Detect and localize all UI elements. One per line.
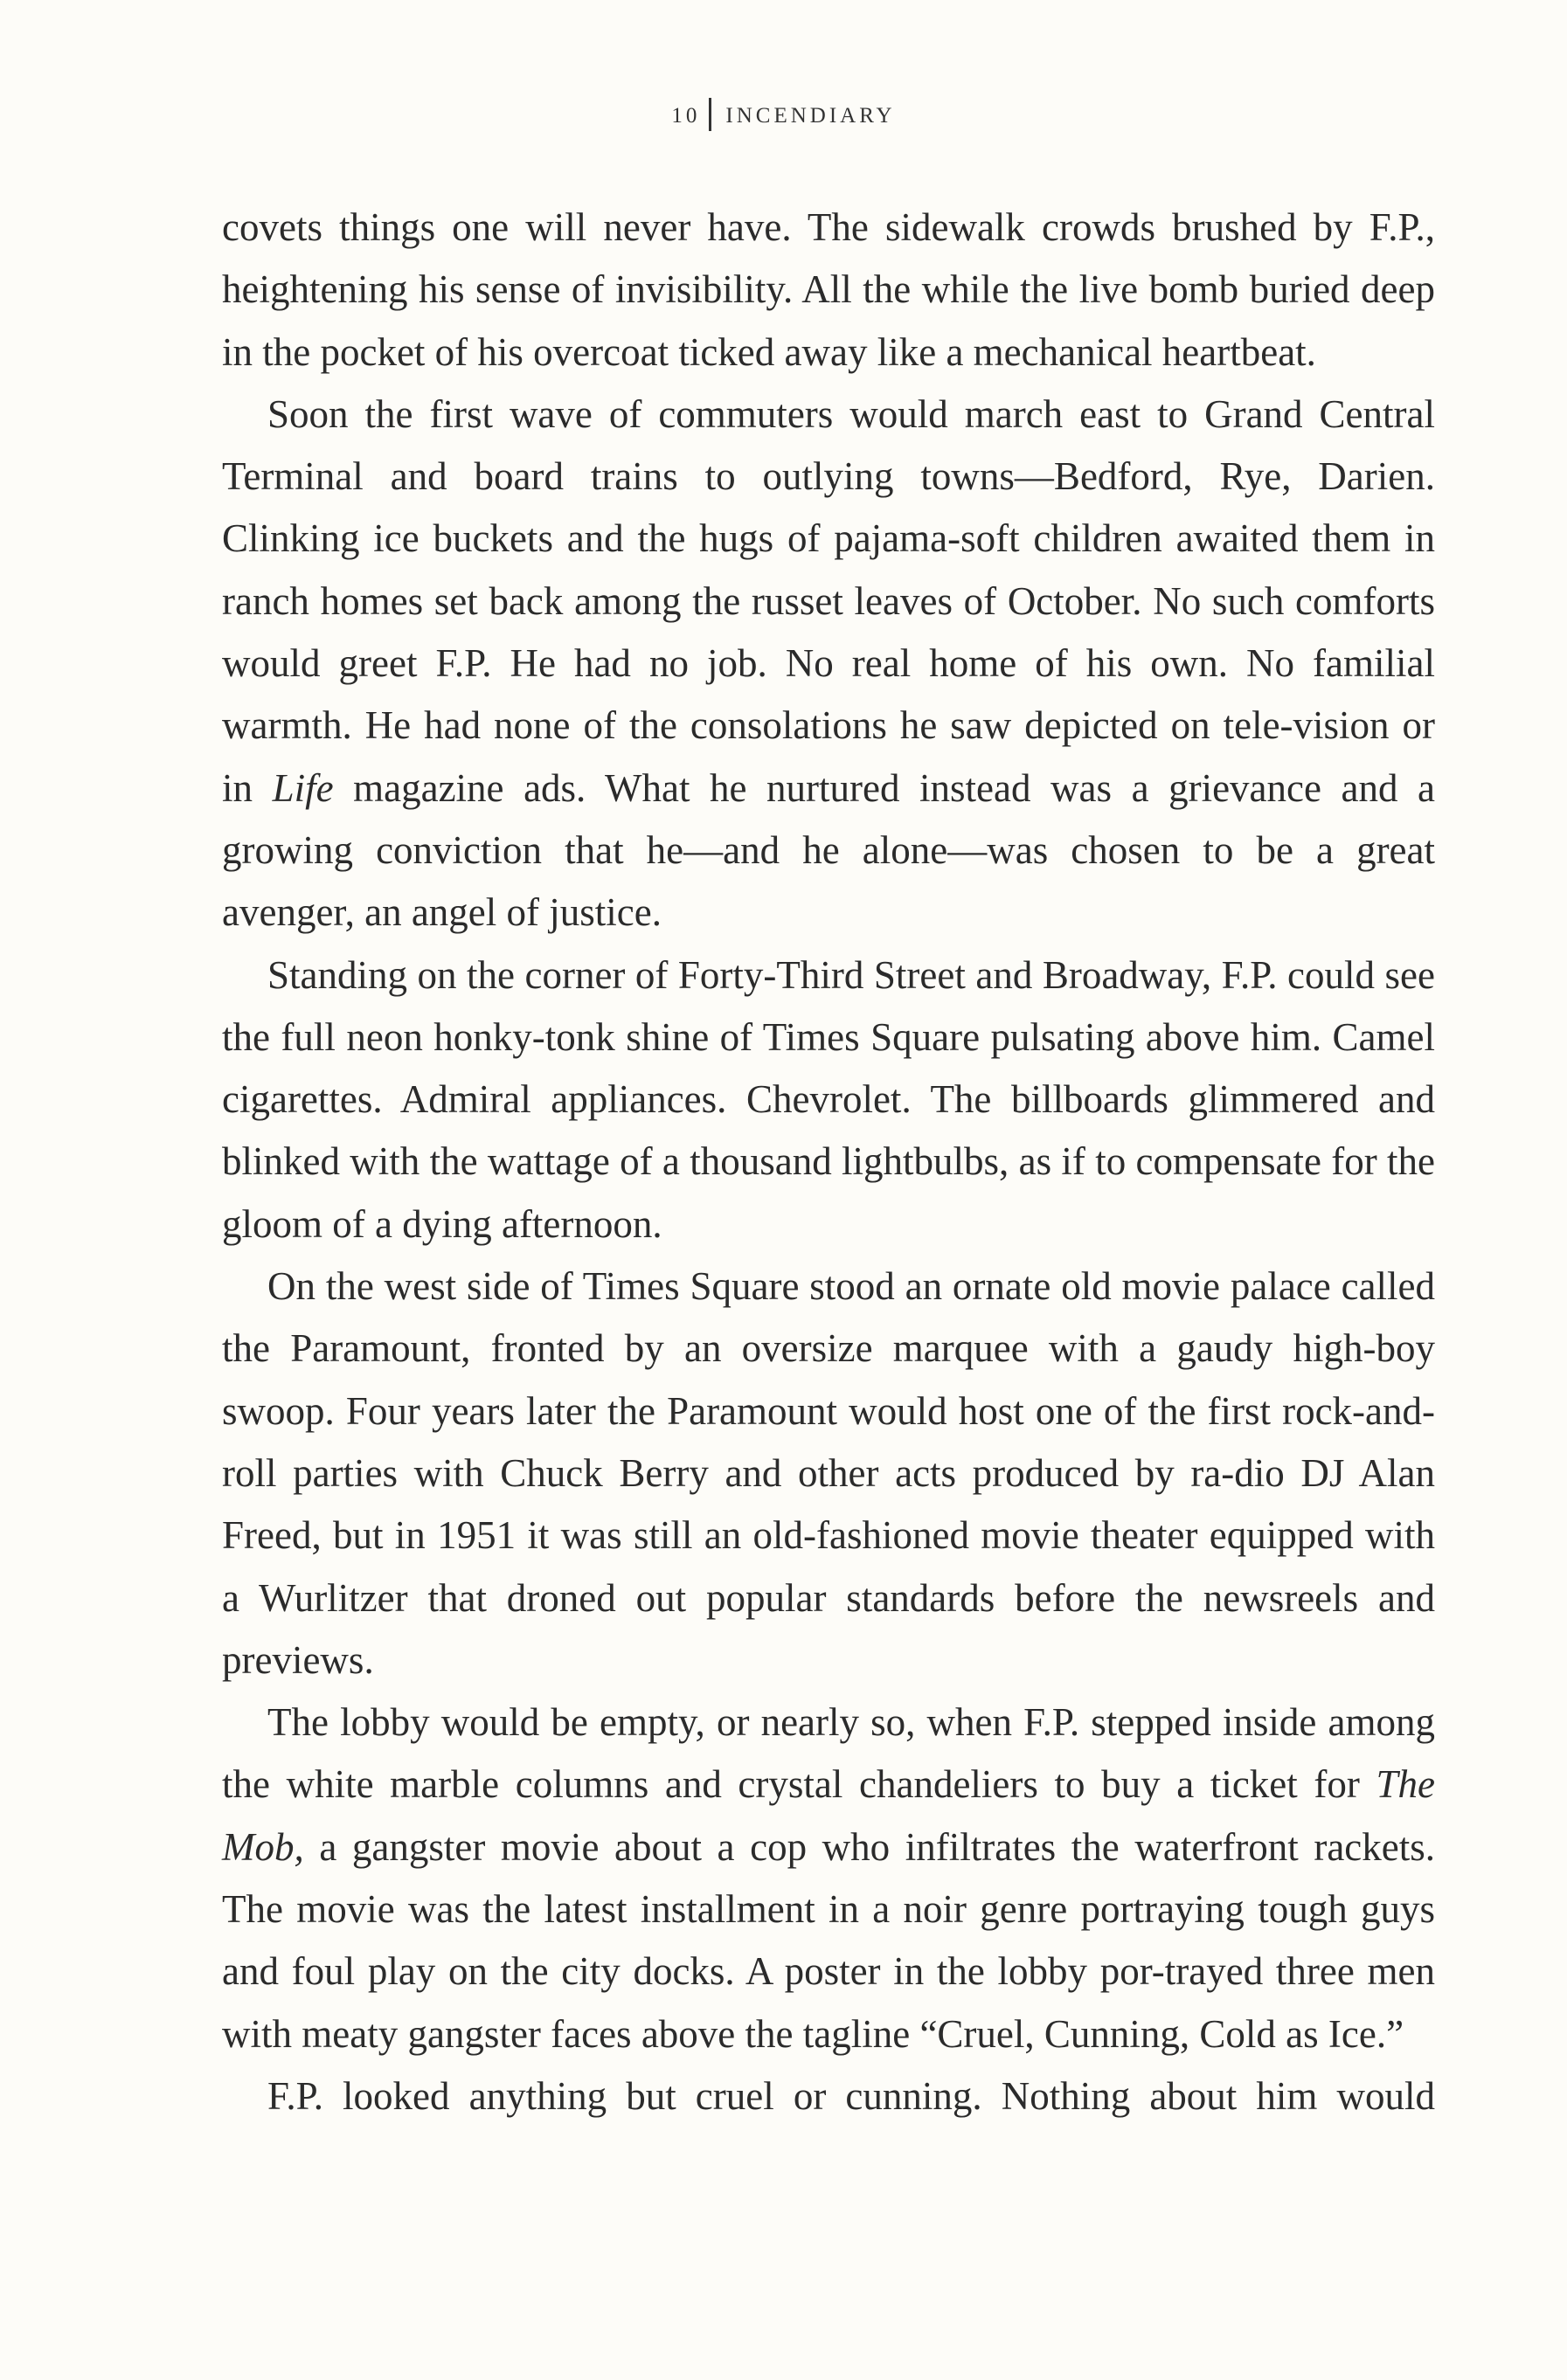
- page-number: 10: [671, 104, 701, 128]
- magazine-title: Life: [272, 765, 334, 810]
- paragraph-3: Standing on the corner of Forty-Third Street and Broadway, F.P. could see the full neon honky-tonk shine of Times Square pulsating above him. Camel cigarettes. Admiral appliances. Chevrolet. The billboards glimmered and blinked with the wattage of a thousand lightbulbs, as if to compensate for the gloom of a dying afternoon.: [222, 952, 1435, 1246]
- paragraph-5-start: The lobby would be empty, or nearly so, when F.P. stepped inside among the white marble columns and crystal chandeliers to buy a ticket for: [222, 1700, 1435, 1807]
- paragraph-5-end: a gangster movie about a cop who infiltrates the waterfront rackets. The movie was the latest installment in a noir genre portraying tough guys and foul play on the city docks. A poster in the lobby por-trayed three men with meaty gangster faces above the tagline “Cruel, Cunning, Cold as Ice.”: [222, 1824, 1436, 2056]
- paragraph-6: F.P. looked anything but cruel or cunning. Nothing about him would: [267, 2073, 1435, 2118]
- running-head: [0, 98, 1567, 131]
- body-text: [222, 197, 1435, 2127]
- paragraph-2-end: magazine ads. What he nurtured instead was a grievance and a growing conviction that he—and he alone—was chosen to be a great avenger, an angel of justice.: [222, 765, 1436, 935]
- paragraph-2: [222, 384, 1435, 944]
- movie-title: The Mob,: [222, 1762, 1435, 1869]
- header-divider: [709, 98, 711, 131]
- paragraph-1: covets things one will never have. The sidewalk crowds brushed by F.P., heightening his sense of invisibility. All the while the live bomb buried deep in the pocket of his overcoat ticked away like a mechanical heartbeat.: [222, 205, 1435, 374]
- paragraph-4: On the west side of Times Square stood an ornate old movie palace called the Paramount, fronted by an oversize marquee with a gaudy high-boy swoop. Four years later the Paramount would host one of the first rock-and-roll parties with Chuck Berry and other acts produced by ra-dio DJ Alan Freed, but in 1951 it was still an old-fashioned movie theater equipped with a Wurlitzer that droned out popular standards before the newsreels and previews.: [222, 1264, 1435, 1682]
- paragraph-5: [222, 1692, 1435, 2065]
- paragraph-2-text: Soon the first wave of commuters would march east to Grand Central Terminal and board trains to outlying towns—Bedford, Rye, Darien. Clinking ice buckets and the hugs of pajama-soft children awaited them in ranch homes set back among the russet leaves of October. No such comforts would greet F.P. He had no job. No real home of his own. No familial warmth. He had none of the consolations he saw depicted on tele-vision or in: [222, 391, 1435, 810]
- book-title: INCENDIARY: [725, 104, 896, 128]
